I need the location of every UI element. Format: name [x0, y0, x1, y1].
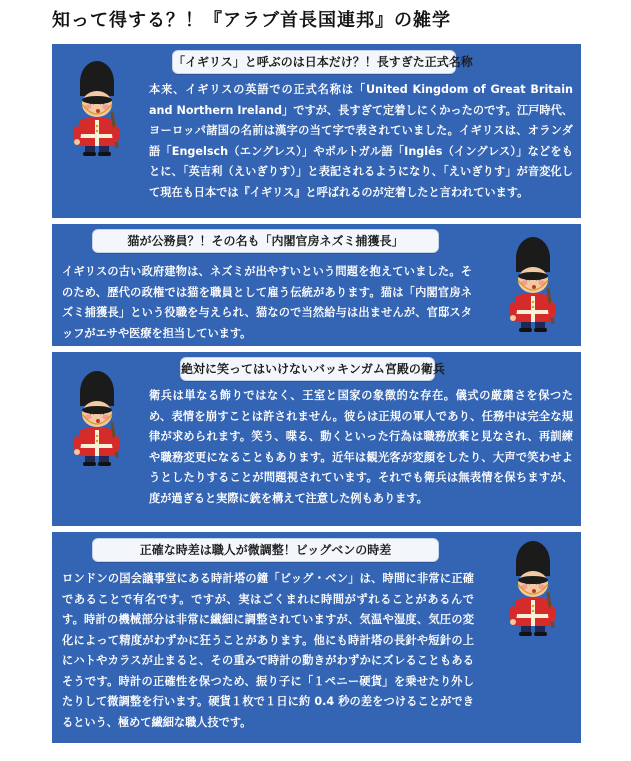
section-heading: 正確な時差は職人が微調整！ビッグベンの時差 — [92, 538, 439, 562]
section-heading: 猫が公務員？！その名も「内閣官房ネズミ捕獲長」 — [92, 229, 439, 253]
section-body: 衛兵は単なる飾りではなく、王室と国家の象徴的な存在。儀式の厳粛さを保つため、表情を崩すことは許されません。彼らは正規の軍人であり、任務中は完全な規律が求められます。笑う、喋る、動くといった行為は職務放棄と見なされ、再訓練や職務変更になることもあります。近年は観光客が変顔をしたり、大声で笑わせようとしたりすることが問題視されています。それでも衛兵は無表情を保ちますが、度が過ぎると実際に銃を構えて注意した例もあります。 — [149, 389, 573, 505]
section-heading: 絶対に笑ってはいけないバッキンガム宮殿の衛兵 — [180, 357, 435, 381]
section-body: ロンドンの国会議事堂にある時計塔の鐘「ビッグ・ベン」は、時間に非常に正確であることで有名です。ですが、実はごくまれに時間がずれることがあるんです。時計の機械部分は非常に繊細に調整されていますが、気温や湿度、気圧の変化によって精度がわずかに狂うことがあります。他にも時計塔の長針や短針の上にハトやカラスが止まると、その重みで時計の動きがわずかにズレることもあるそうです。時計の正確性を保つため、振り子に「１ペニー硬貨」を乗せたり外したりして微調整を行います。硬貨１枚で１日に約 0.4 秒の差をつけることができるという、極めて繊細な職人技です。 — [62, 572, 474, 729]
section-body: 本来、イギリスの英語での正式名称は「United Kingdom of Great Britain and Northern Ireland」ですが、長すぎて定着しにくかったのです。江戸時代、ヨーロッパ諸国の名前は漢字の当て字で表されていました。イギリスは、オランダ語「Engelsch（エングレス）」やポルトガル語「Inglês（イングレス）」などをもとに、「英吉利（えいぎりす）」と表記されるようになり、「えいぎりす」が音変化して現在も日本では『イギリス』と呼ばれるのが定着したと言われています。 — [149, 83, 573, 199]
section-heading: 「イギリス」と呼ぶのは日本だけ？！長すぎた正式名称 — [172, 50, 456, 74]
page-title: 知って得する？！『アラブ首長国連邦』の雑学 — [52, 10, 451, 31]
section-body: イギリスの古い政府建物は、ネズミが出やすいという問題を抱えていました。そのため、歴代の政権では猫を職員として雇う伝統があります。猫は「内閣官房ネズミ捕獲長」という役職を与えられ、猫なので当然給与は出ませんが、官邸スタッフがエサや医療を担当しています。 — [62, 265, 472, 340]
trivia-section-3 — [52, 352, 581, 526]
royal-guard-icon — [500, 540, 566, 636]
trivia-section-1 — [52, 44, 581, 218]
royal-guard-icon — [64, 370, 130, 466]
royal-guard-icon — [500, 236, 566, 332]
royal-guard-icon — [64, 60, 130, 156]
